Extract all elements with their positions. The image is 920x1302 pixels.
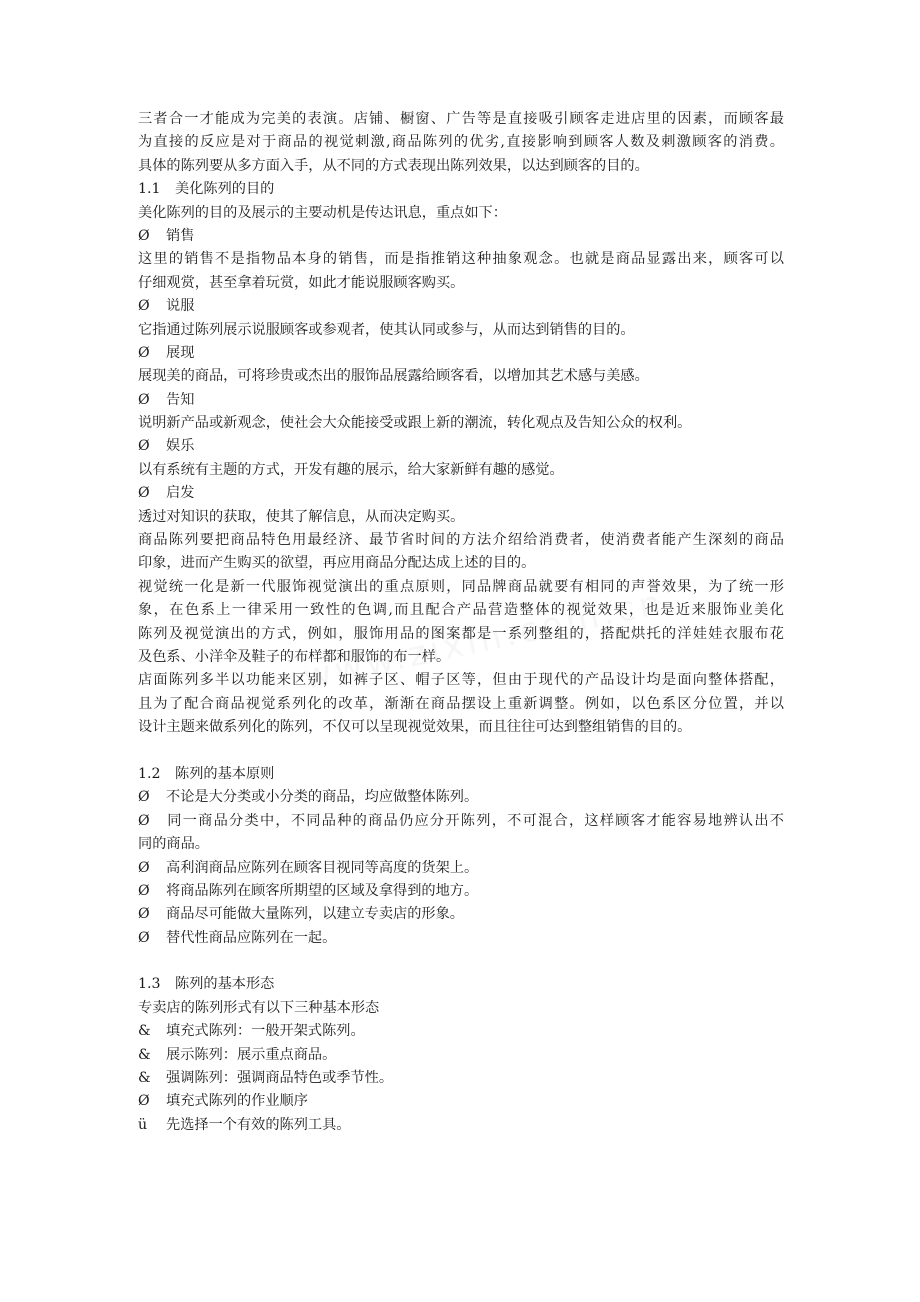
form-text: 展示陈列：展示重点商品。 (166, 1046, 337, 1063)
section-number: 1.3 (138, 976, 161, 993)
section-number: 1.1 (138, 181, 161, 198)
paragraph-line: 店面陈列多半以功能来区别，如裤子区、帽子区等，但由于现代的产品设计均是面向整体搭配， (138, 672, 784, 689)
list-item-body: 这里的销售不是指物品本身的销售，而是指推销这种抽象观念。也就是商品显露出来，顾客可以 (138, 251, 784, 268)
section-title: 陈列的基本原则 (175, 765, 275, 782)
bullet-marker: Ø (138, 485, 150, 502)
bullet-marker: Ø (138, 859, 150, 876)
form-text: 强调陈列：强调商品特色或季节性。 (166, 1070, 394, 1087)
paragraph-line: 象，在色系上一律采用一致性的色调,而且配合产品营造整体的视觉效果，也是近来服饰业美化 (138, 602, 784, 619)
principle-item (138, 857, 784, 880)
amp-marker: & (138, 1023, 151, 1040)
principle-item-continued: 同的商品。 (138, 836, 209, 853)
section-intro: 美化陈列的目的及展示的主要动机是传达讯息，重点如下： (138, 204, 507, 221)
principle-item (138, 786, 784, 809)
section-heading-1-2 (138, 763, 784, 786)
form-item (138, 1044, 784, 1067)
check-marker: ü (138, 1116, 148, 1133)
amp-marker: & (138, 1070, 151, 1087)
list-item-heading (138, 389, 784, 412)
list-item-title: 娱乐 (166, 438, 195, 455)
list-item-body: 以有系统有主题的方式，开发有趣的展示，给大家新鲜有趣的感觉。 (138, 461, 564, 478)
list-item-heading (138, 342, 784, 365)
bullet-marker: Ø (138, 882, 150, 899)
section-title: 陈列的基本形态 (175, 976, 275, 993)
list-item-body: 仔细观赏，甚至拿着玩赏，如此才能说服顾客购买。 (138, 274, 465, 291)
step-text: 先选择一个有效的陈列工具。 (166, 1116, 351, 1133)
principle-item (138, 927, 784, 950)
list-item-body: 它指通过陈列展示说服顾客或参观者，使其认同或参与，从而达到销售的目的。 (138, 321, 635, 338)
principle-text: 商品尽可能做大量陈列，以建立专卖店的形象。 (166, 906, 464, 923)
list-item-title: 展现 (166, 344, 195, 361)
principle-text: 同一商品分类中，不同品种的商品仍应分开陈列，不可混合，这样顾客才能容易地辨认出不 (166, 812, 784, 829)
paragraph-line: 为直接的反应是对于商品的视觉刺激,商品陈列的优劣,直接影响到顾客人数及刺激顾客的消费。 (138, 134, 784, 151)
bullet-marker: Ø (138, 391, 150, 408)
principle-item (138, 903, 784, 926)
section-heading-1-3 (138, 973, 784, 996)
order-title: 填充式陈列的作业顺序 (166, 1093, 308, 1110)
order-heading (138, 1090, 784, 1113)
paragraph-line: 且为了配合商品视觉系列化的改革，渐渐在商品摆设上重新调整。例如，以色系区分位置，并以 (138, 695, 784, 712)
principle-item (138, 810, 784, 833)
paragraph-line: 陈列及视觉演出的方式，例如，服饰用品的图案都是一系列整组的，搭配烘托的洋娃娃衣服布花 (138, 625, 784, 642)
principle-text: 高利润商品应陈列在顾客目视同等高度的货架上。 (166, 859, 479, 876)
section-title: 美化陈列的目的 (175, 181, 275, 198)
bullet-marker: Ø (138, 812, 150, 829)
list-item-heading (138, 225, 784, 248)
form-item (138, 1020, 784, 1043)
bullet-marker: Ø (138, 227, 150, 244)
list-item-body: 展现美的商品，可将珍贵或杰出的服饰品展露给顾客看，以增加其艺术感与美感。 (138, 368, 649, 385)
bullet-marker: Ø (138, 906, 150, 923)
bullet-marker: Ø (138, 789, 150, 806)
paragraph-line: 具体的陈列要从多方面入手，从不同的方式表现出陈列效果，以达到顾客的目的。 (138, 157, 649, 174)
principle-item (138, 880, 784, 903)
form-text: 填充式陈列：一般开架式陈列。 (166, 1023, 365, 1040)
list-item-heading (138, 295, 784, 318)
section-number: 1.2 (138, 765, 161, 782)
form-item (138, 1067, 784, 1090)
blank-line (138, 740, 784, 763)
principle-text: 不论是大分类或小分类的商品，均应做整体陈列。 (166, 789, 479, 806)
list-item-body: 透过对知识的获取，使其了解信息，从而决定购买。 (138, 508, 465, 525)
step-item (138, 1114, 784, 1137)
bullet-marker: Ø (138, 438, 150, 455)
list-item-body: 说明新产品或新观念，使社会大众能接受或跟上新的潮流，转化观点及告知公众的权利。 (138, 415, 692, 432)
section-heading-1-1 (138, 178, 784, 201)
list-item-title: 启发 (166, 485, 195, 502)
blank-line (138, 950, 784, 973)
bullet-marker: Ø (138, 1093, 150, 1110)
list-item-title: 销售 (166, 227, 195, 244)
principle-text: 将商品陈列在顾客所期望的区域及拿得到的地方。 (166, 882, 479, 899)
paragraph-line: 及色系、小洋伞及鞋子的布样都和服饰的布一样。 (138, 648, 451, 665)
bullet-marker: Ø (138, 298, 150, 315)
list-item-title: 告知 (166, 391, 195, 408)
paragraph-line: 设计主题来做系列化的陈列，不仅可以呈现视觉效果，而且往往可达到整组销售的目的。 (138, 719, 692, 736)
paragraph-line: 印象，进而产生购买的欲望，再应用商品分配达成上述的目的。 (138, 555, 536, 572)
list-item-heading (138, 435, 784, 458)
paragraph-line: 视觉统一化是新一代服饰视觉演出的重点原则，同品牌商品就要有相同的声誉效果，为了统一形 (138, 578, 784, 595)
bullet-marker: Ø (138, 929, 150, 946)
principle-text: 替代性商品应陈列在一起。 (166, 929, 337, 946)
amp-marker: & (138, 1046, 151, 1063)
bullet-marker: Ø (138, 344, 150, 361)
paragraph-line: 商品陈列要把商品特色用最经济、最节省时间的方法介绍给消费者，使消费者能产生深刻的商品 (138, 532, 784, 549)
paragraph-line: 三者合一才能成为完美的表演。店铺、橱窗、广告等是直接吸引顾客走进店里的因素，而顾客最 (138, 111, 784, 127)
list-item-heading (138, 482, 784, 505)
list-item-title: 说服 (166, 298, 195, 315)
document-body (138, 108, 784, 1137)
section-intro: 专卖店的陈列形式有以下三种基本形态 (138, 999, 380, 1016)
